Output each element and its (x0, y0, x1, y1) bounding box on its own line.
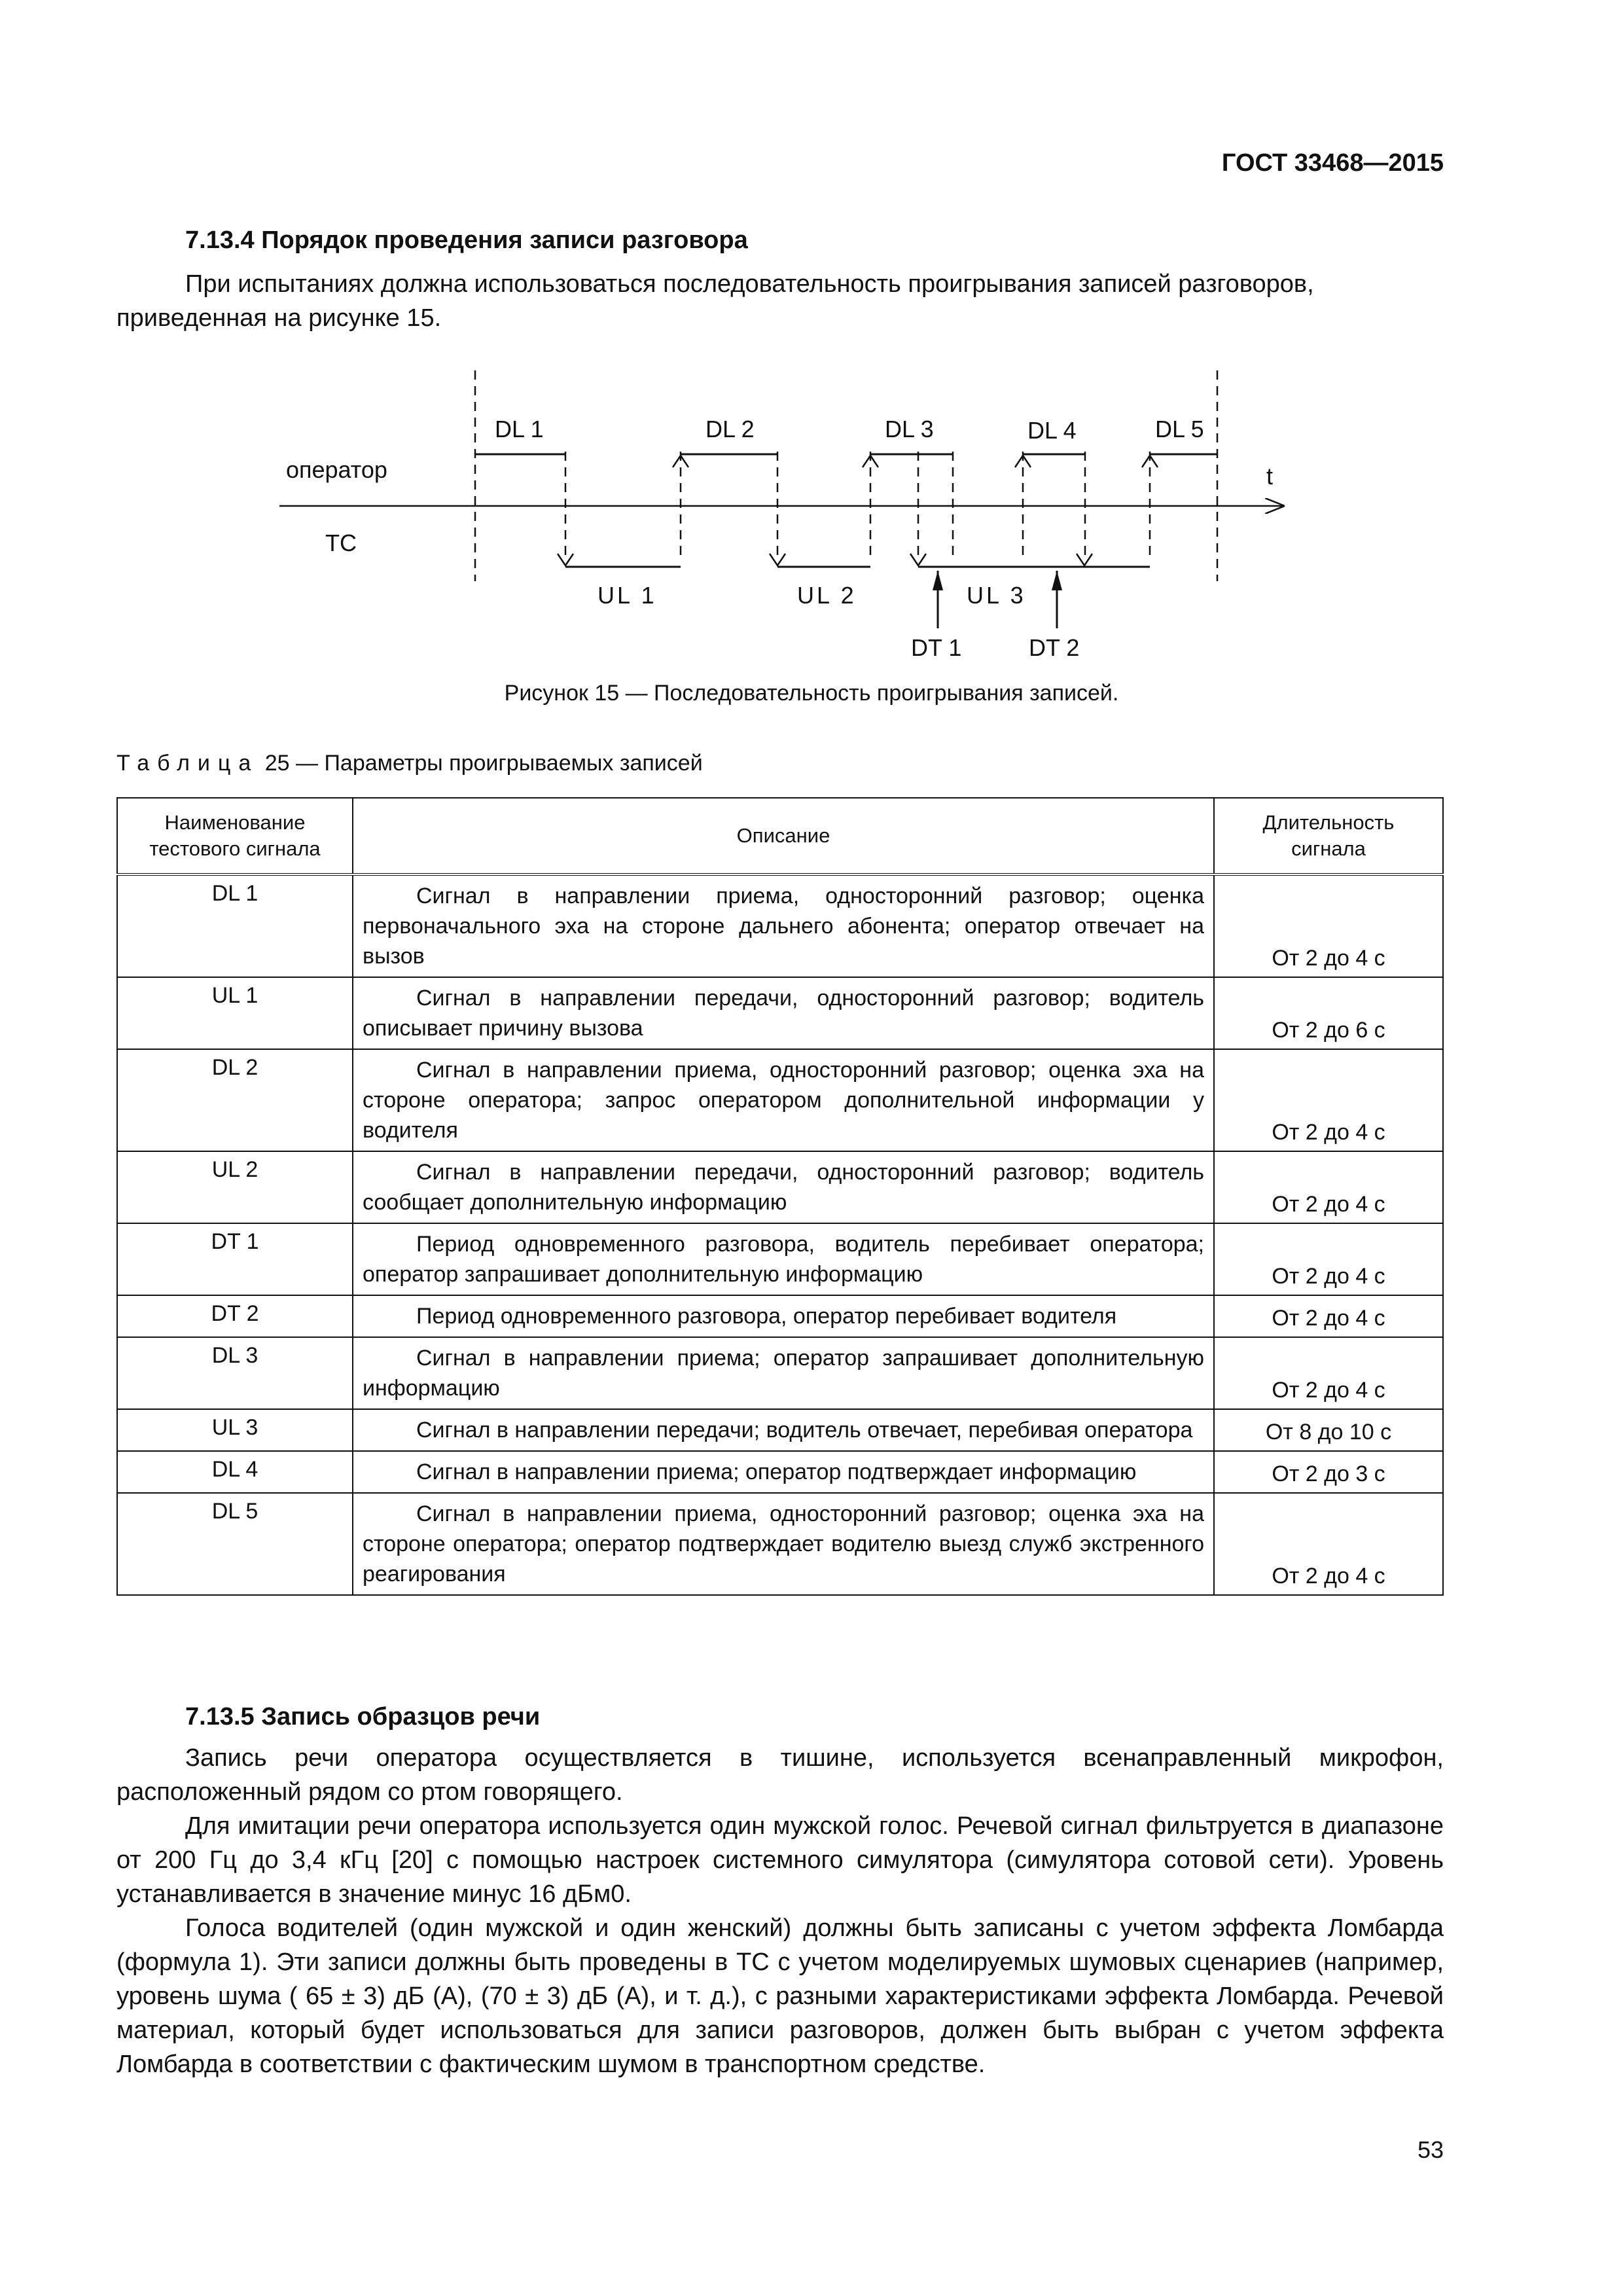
dl5-label: DL 5 (1155, 416, 1204, 442)
dl1-label: DL 1 (495, 416, 544, 442)
figure-caption: Рисунок 15 — Последовательность проигрывания записей. (504, 681, 1119, 706)
signal-description (353, 1049, 1214, 1151)
text-line-2: приведенная на рисунке 15. (116, 304, 442, 332)
section-7-13-5-title: 7.13.5 Запись образцов речи (185, 1703, 541, 1731)
signal-description (353, 1295, 1214, 1337)
section-7-13-4-text (116, 267, 1444, 335)
signal-duration: От 2 до 3 с (1214, 1451, 1443, 1493)
table-title-prefix: Таблица (116, 751, 259, 776)
signal-name: DL 3 (117, 1337, 353, 1409)
signal-duration: От 2 до 4 с (1214, 1049, 1443, 1151)
signal-duration: От 2 до 4 с (1214, 1295, 1443, 1337)
description-text: Сигнал в направлении приема; оператор подтверждает информацию (416, 1460, 1137, 1484)
signal-description (353, 1493, 1214, 1595)
timing-guides (475, 370, 1217, 581)
table-row (117, 1295, 1443, 1337)
paragraph-1 (116, 1741, 1444, 1809)
page-number: 53 (1417, 2136, 1444, 2163)
table-title (116, 751, 703, 776)
description-text: Сигнал в направлении приема, односторонний разговор; оценка первоначального эха на стороне дальнего абонента; оператор отвечает на вызов (363, 884, 1204, 969)
description-text: Сигнал в направлении передачи, односторонний разговор; водитель описывает причину вызова (363, 986, 1204, 1041)
signal-description (353, 977, 1214, 1049)
text-line-1: При испытаниях должна использоваться последовательность проигрывания записей разговоров, (185, 270, 1314, 298)
paragraph-2 (116, 1809, 1444, 1911)
table-row (117, 1049, 1443, 1151)
description-text: Сигнал в направлении передачи; водитель отвечает, перебивая оператора (416, 1418, 1193, 1443)
paragraph-2-text: Для имитации речи оператора используется один мужской голос. Речевой сигнал фильтруется в диапазоне от 200 Гц до 3,4 кГц [20] с помощью настроек системного симулятора (симулятора сотовой сети). Уровень устанавливается в значение минус 16 дБм0. (116, 1812, 1444, 1908)
description-text: Сигнал в направлении приема; оператор запрашивает дополнительную информацию (363, 1346, 1204, 1401)
t-axis-label: t (1266, 463, 1274, 490)
ul1-label: UL 1 (597, 582, 657, 609)
table-header-row (117, 798, 1443, 874)
signal-duration: От 2 до 4 с (1214, 874, 1443, 977)
description-text: Период одновременного разговора, оператор перебивает водителя (416, 1304, 1117, 1329)
section-7-13-4-title: 7.13.4 Порядок проведения записи разговора (185, 226, 748, 254)
table-row (117, 1409, 1443, 1451)
signal-name: DL 2 (117, 1049, 353, 1151)
table-row (117, 1451, 1443, 1493)
dl4-label: DL 4 (1027, 417, 1077, 444)
dt1-label: DT 1 (911, 634, 962, 661)
signal-description (353, 874, 1214, 977)
dl3-label: DL 3 (885, 416, 934, 442)
signal-duration: От 2 до 6 с (1214, 977, 1443, 1049)
tc-label: ТС (325, 529, 357, 556)
signal-description (353, 1451, 1214, 1493)
signal-duration: От 2 до 4 с (1214, 1223, 1443, 1295)
signal-name: DL 4 (117, 1451, 353, 1493)
signal-name: UL 2 (117, 1151, 353, 1223)
figure-15-timing-diagram (0, 353, 1623, 668)
signal-name: DT 1 (117, 1223, 353, 1295)
table-row (117, 1493, 1443, 1595)
table-row (117, 1223, 1443, 1295)
header-duration: Длительность сигнала (1214, 798, 1443, 874)
header-name: Наименование тестового сигнала (117, 798, 353, 874)
signal-name: UL 3 (117, 1409, 353, 1451)
dt2-label: DT 2 (1029, 634, 1080, 661)
description-text: Период одновременного разговора, водитель перебивает оператора; оператор запрашивает дополнительную информацию (363, 1232, 1204, 1287)
description-text: Сигнал в направлении приема, односторонний разговор; оценка эха на стороне оператора; запрос оператором дополнительной информации у водителя (363, 1058, 1204, 1143)
signal-duration: От 2 до 4 с (1214, 1493, 1443, 1595)
signal-description (353, 1409, 1214, 1451)
table-row (117, 1337, 1443, 1409)
paragraph-3-text: Голоса водителей (один мужской и один женский) должны быть записаны с учетом эффекта Ломбарда (формула 1). Эти записи должны быть проведены в ТС с учетом моделируемых шумовых сценариев (например, уровень шума ( 65 ± 3) дБ (А), (70 ± 3) дБ (А), и т. д.), с разными характеристиками эффекта Ломбарда. Речевой материал, который будет использоваться для записи разговоров, должен быть выбран с учетом эффекта Ломбарда в соответствии с фактическим шумом в транспортном средстве. (116, 1914, 1444, 2078)
signal-name: DL 5 (117, 1493, 353, 1595)
signal-description (353, 1337, 1214, 1409)
description-text: Сигнал в направлении приема, односторонний разговор; оценка эха на стороне оператора; оператор подтверждает водителю выезд служб экстренного реагирования (363, 1501, 1204, 1587)
table-row (117, 977, 1443, 1049)
description-text: Сигнал в направлении передачи, односторонний разговор; водитель сообщает дополнительную информацию (363, 1160, 1204, 1215)
signal-name: DT 2 (117, 1295, 353, 1337)
operator-label: оператор (286, 456, 387, 483)
down-arrows (558, 554, 1092, 565)
ul3-label: UL 3 (967, 582, 1026, 609)
table-title-rest: 25 — Параметры проигрываемых записей (259, 751, 703, 776)
signal-description (353, 1151, 1214, 1223)
standard-number: ГОСТ 33468—2015 (1221, 149, 1444, 177)
signal-description (353, 1223, 1214, 1295)
paragraph-1-text: Запись речи оператора осуществляется в тишине, используется всенаправленный микрофон, расположенный рядом со ртом говорящего. (116, 1744, 1444, 1806)
parameters-table (116, 797, 1444, 1596)
table-row (117, 1151, 1443, 1223)
table-row (117, 874, 1443, 977)
dl2-label: DL 2 (705, 416, 755, 442)
signal-name: DL 1 (117, 874, 353, 977)
paragraph-3 (116, 1911, 1444, 2081)
ul2-label: UL 2 (797, 582, 857, 609)
signal-duration: От 2 до 4 с (1214, 1151, 1443, 1223)
header-description: Описание (353, 798, 1214, 874)
signal-name: UL 1 (117, 977, 353, 1049)
signal-duration: От 8 до 10 с (1214, 1409, 1443, 1451)
signal-duration: От 2 до 4 с (1214, 1337, 1443, 1409)
